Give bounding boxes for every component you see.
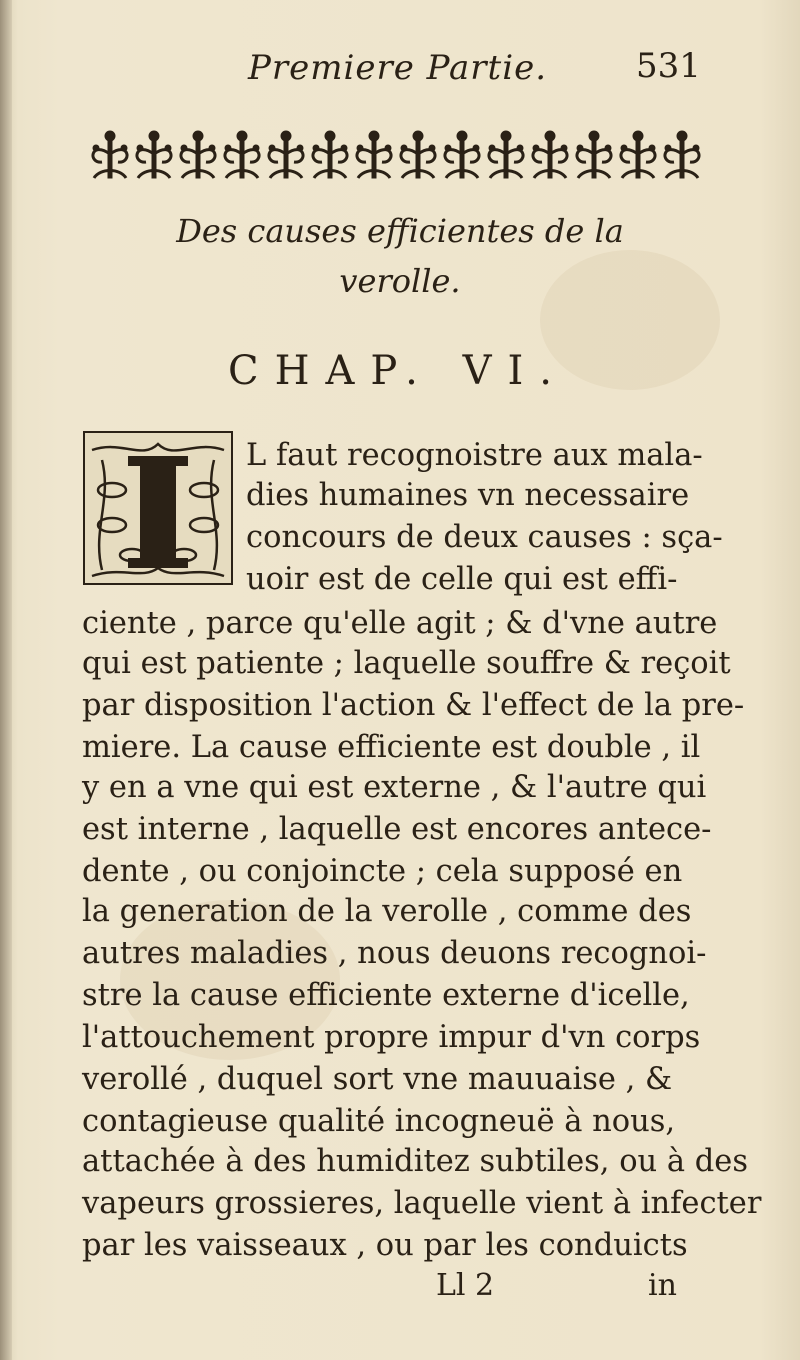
text-line: verollé , duquel sort vne mauuaise , & <box>82 1062 673 1097</box>
chapter-title <box>90 206 710 306</box>
chapter-title-line: verolle. <box>339 262 461 300</box>
text-line: attachée à des humiditez subtiles, ou à des <box>82 1144 748 1179</box>
text-line: par disposition l'action & l'effect de la pre- <box>82 688 745 723</box>
chapter-title-line: Des causes efficientes de la <box>176 212 624 250</box>
text-line: contagieuse qualité incogneuë à nous, <box>82 1104 676 1139</box>
running-head <box>0 40 800 100</box>
chapter-number: CHAP. VI. <box>228 348 569 394</box>
text-line: vapeurs grossieres, laquelle vient à infecter <box>82 1186 762 1221</box>
page-number: 531 <box>636 46 701 86</box>
fleuron-band <box>88 128 704 186</box>
text-line: ciente , parce qu'elle agit ; & d'vne autre <box>82 606 718 641</box>
text-line: dente , ou conjoincte ; cela supposé en <box>82 854 683 889</box>
text-line: stre la cause efficiente externe d'icelle, <box>82 978 690 1013</box>
signature-mark: Ll 2 <box>436 1268 495 1303</box>
running-title: Premiere Partie. <box>248 48 548 88</box>
binding-gutter <box>0 0 12 1360</box>
text-line: autres maladies , nous deuons recognoi- <box>82 936 707 971</box>
text-line: est interne , laquelle est encores antece- <box>82 812 712 847</box>
text-line: la generation de la verolle , comme des <box>82 894 692 929</box>
text-line: miere. La cause efficiente est double , il <box>82 730 701 765</box>
text-line: L faut recognoistre aux mala- <box>246 438 703 473</box>
text-line: qui est patiente ; laquelle souffre & reçoit <box>82 646 731 681</box>
text-line: concours de deux causes : sça- <box>246 520 723 555</box>
foliate-initial-icon <box>82 430 234 586</box>
text-line: l'attouchement propre impur d'vn corps <box>82 1020 701 1055</box>
text-line: par les vaisseaux , ou par les conduicts <box>82 1228 688 1263</box>
text-line: uoir est de celle qui est effi- <box>246 562 678 597</box>
fleuron-icon <box>88 128 704 186</box>
catchword: in <box>648 1268 677 1303</box>
text-line: dies humaines vn necessaire <box>246 478 690 513</box>
text-line: y en a vne qui est externe , & l'autre qui <box>82 770 707 805</box>
